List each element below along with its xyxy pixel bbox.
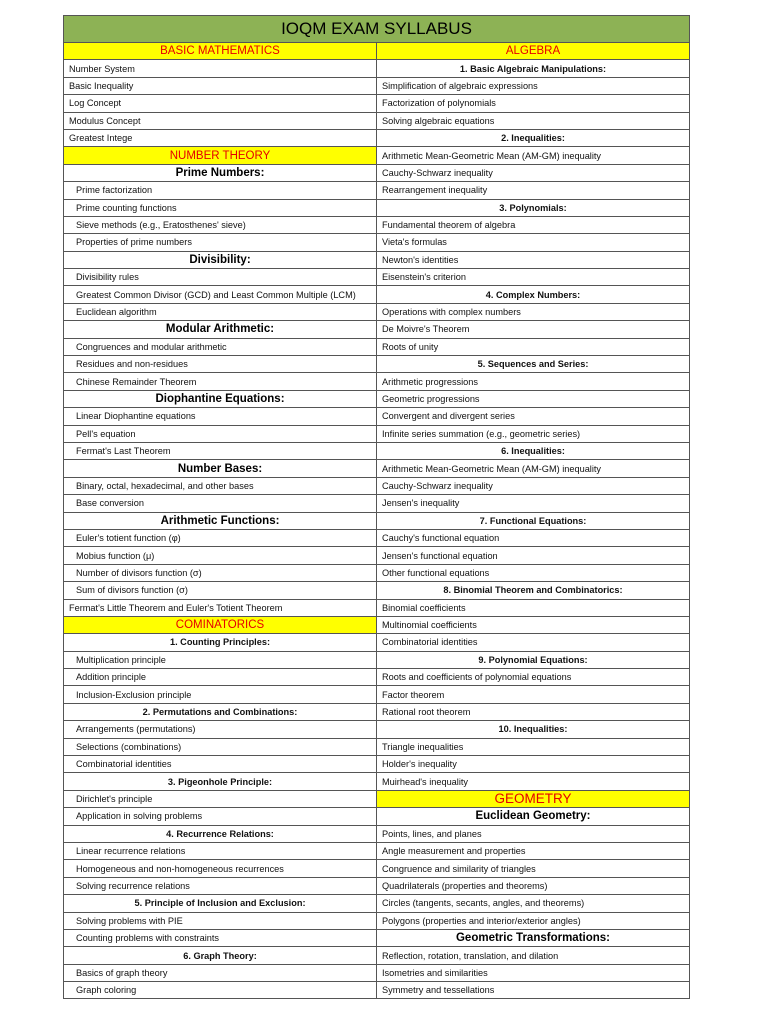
syllabus-item: Isometries and similarities	[377, 964, 690, 981]
section-header: ALGEBRA	[377, 43, 690, 60]
numbered-topic: 5. Principle of Inclusion and Exclusion:	[64, 895, 377, 912]
numbered-topic: 9. Polynomial Equations:	[377, 651, 690, 668]
syllabus-item: Muirhead's inequality	[377, 773, 690, 790]
table-row	[64, 651, 690, 668]
topic-heading: Divisibility:	[64, 251, 377, 268]
syllabus-item: Symmetry and tessellations	[377, 982, 690, 999]
table-row	[64, 338, 690, 355]
syllabus-item: Dirichlet's principle	[64, 790, 377, 807]
table-row	[64, 425, 690, 442]
syllabus-item: Binomial coefficients	[377, 599, 690, 616]
syllabus-item: Homogeneous and non-homogeneous recurrences	[64, 860, 377, 877]
table-row	[64, 164, 690, 181]
table-row	[64, 356, 690, 373]
topic-heading: Modular Arithmetic:	[64, 321, 377, 338]
syllabus-item: Geometric progressions	[377, 390, 690, 407]
table-row	[64, 460, 690, 477]
table-row	[64, 321, 690, 338]
syllabus-item: Prime counting functions	[64, 199, 377, 216]
syllabus-item: Cauchy-Schwarz inequality	[377, 164, 690, 181]
syllabus-item: Linear recurrence relations	[64, 842, 377, 859]
table-row	[64, 95, 690, 112]
table-row	[64, 547, 690, 564]
table-row	[64, 599, 690, 616]
syllabus-item: Counting problems with constraints	[64, 929, 377, 946]
numbered-topic: 5. Sequences and Series:	[377, 356, 690, 373]
table-row	[64, 512, 690, 529]
table-row	[64, 182, 690, 199]
syllabus-item: Basic Inequality	[64, 77, 377, 94]
table-row	[64, 251, 690, 268]
numbered-topic: 2. Inequalities:	[377, 129, 690, 146]
numbered-topic: 4. Complex Numbers:	[377, 286, 690, 303]
syllabus-item: Euclidean algorithm	[64, 303, 377, 320]
syllabus-item: De Moivre's Theorem	[377, 321, 690, 338]
table-row	[64, 669, 690, 686]
syllabus-item: Modulus Concept	[64, 112, 377, 129]
table-row	[64, 982, 690, 999]
table-row	[64, 216, 690, 233]
table-row	[64, 234, 690, 251]
numbered-topic: 6. Inequalities:	[377, 442, 690, 459]
syllabus-item: Selections (combinations)	[64, 738, 377, 755]
numbered-topic: 7. Functional Equations:	[377, 512, 690, 529]
syllabus-item: Triangle inequalities	[377, 738, 690, 755]
syllabus-item: Vieta's formulas	[377, 234, 690, 251]
syllabus-item: Arithmetic Mean-Geometric Mean (AM-GM) inequality	[377, 460, 690, 477]
syllabus-item: Multinomial coefficients	[377, 616, 690, 633]
syllabus-item: Points, lines, and planes	[377, 825, 690, 842]
numbered-topic: 3. Polynomials:	[377, 199, 690, 216]
syllabus-item: Arithmetic Mean-Geometric Mean (AM-GM) inequality	[377, 147, 690, 164]
section-header: GEOMETRY	[377, 790, 690, 807]
syllabus-item: Basics of graph theory	[64, 964, 377, 981]
syllabus-item: Graph coloring	[64, 982, 377, 999]
topic-heading: Number Bases:	[64, 460, 377, 477]
section-header: COMINATORICS	[64, 616, 377, 633]
table-row	[64, 529, 690, 546]
table-row	[64, 129, 690, 146]
syllabus-item: Factorization of polynomials	[377, 95, 690, 112]
syllabus-item: Convergent and divergent series	[377, 408, 690, 425]
syllabus-item: Euler's totient function (φ)	[64, 529, 377, 546]
table-row	[64, 582, 690, 599]
syllabus-item: Polygons (properties and interior/exterior angles)	[377, 912, 690, 929]
syllabus-table	[63, 15, 690, 999]
table-row	[64, 947, 690, 964]
syllabus-item: Divisibility rules	[64, 269, 377, 286]
syllabus-item: Holder's inequality	[377, 756, 690, 773]
syllabus-item: Binary, octal, hexadecimal, and other bases	[64, 477, 377, 494]
syllabus-item: Reflection, rotation, translation, and dilation	[377, 947, 690, 964]
syllabus-item: Infinite series summation (e.g., geometric series)	[377, 425, 690, 442]
table-row	[64, 616, 690, 633]
table-row	[64, 390, 690, 407]
table-row	[64, 147, 690, 164]
syllabus-item: Quadrilaterals (properties and theorems)	[377, 877, 690, 894]
table-row	[64, 477, 690, 494]
syllabus-item: Arithmetic progressions	[377, 373, 690, 390]
syllabus-item: Factor theorem	[377, 686, 690, 703]
syllabus-item: Solving recurrence relations	[64, 877, 377, 894]
table-row	[64, 756, 690, 773]
numbered-topic: 2. Permutations and Combinations:	[64, 703, 377, 720]
topic-heading: Arithmetic Functions:	[64, 512, 377, 529]
syllabus-item: Mobius function (μ)	[64, 547, 377, 564]
table-row	[64, 808, 690, 825]
table-row	[64, 442, 690, 459]
syllabus-item: Congruences and modular arithmetic	[64, 338, 377, 355]
syllabus-item: Base conversion	[64, 495, 377, 512]
syllabus-item: Greatest Intege	[64, 129, 377, 146]
syllabus-item: Greatest Common Divisor (GCD) and Least Common Multiple (LCM)	[64, 286, 377, 303]
syllabus-item: Fundamental theorem of algebra	[377, 216, 690, 233]
topic-heading: Prime Numbers:	[64, 164, 377, 181]
topic-heading: Euclidean Geometry:	[377, 808, 690, 825]
table-row	[64, 964, 690, 981]
syllabus-item: Roots and coefficients of polynomial equations	[377, 669, 690, 686]
numbered-topic: 4. Recurrence Relations:	[64, 825, 377, 842]
numbered-topic: 8. Binomial Theorem and Combinatorics:	[377, 582, 690, 599]
table-row	[64, 895, 690, 912]
table-row	[64, 60, 690, 77]
numbered-topic: 10. Inequalities:	[377, 721, 690, 738]
syllabus-item: Jensen's inequality	[377, 495, 690, 512]
table-row	[64, 860, 690, 877]
syllabus-item: Jensen's functional equation	[377, 547, 690, 564]
table-row	[64, 703, 690, 720]
syllabus-item: Linear Diophantine equations	[64, 408, 377, 425]
syllabus-item: Chinese Remainder Theorem	[64, 373, 377, 390]
syllabus-item: Cauchy-Schwarz inequality	[377, 477, 690, 494]
syllabus-item: Other functional equations	[377, 564, 690, 581]
table-row	[64, 495, 690, 512]
numbered-topic: 6. Graph Theory:	[64, 947, 377, 964]
syllabus-item: Number System	[64, 60, 377, 77]
syllabus-item: Pell's equation	[64, 425, 377, 442]
syllabus-item: Fermat's Little Theorem and Euler's Totient Theorem	[64, 599, 377, 616]
syllabus-item: Application in solving problems	[64, 808, 377, 825]
table-row	[64, 286, 690, 303]
table-row	[64, 269, 690, 286]
table-row	[64, 634, 690, 651]
table-row	[64, 912, 690, 929]
syllabus-item: Multiplication principle	[64, 651, 377, 668]
topic-heading: Diophantine Equations:	[64, 390, 377, 407]
section-header: BASIC MATHEMATICS	[64, 43, 377, 60]
table-row	[64, 721, 690, 738]
syllabus-item: Inclusion-Exclusion principle	[64, 686, 377, 703]
table-row	[64, 877, 690, 894]
syllabus-item: Eisenstein's criterion	[377, 269, 690, 286]
table-row	[64, 408, 690, 425]
syllabus-item: Solving problems with PIE	[64, 912, 377, 929]
syllabus-item: Solving algebraic equations	[377, 112, 690, 129]
syllabus-item: Combinatorial identities	[64, 756, 377, 773]
syllabus-item: Simplification of algebraic expressions	[377, 77, 690, 94]
syllabus-item: Combinatorial identities	[377, 634, 690, 651]
table-row	[64, 112, 690, 129]
table-row	[64, 373, 690, 390]
syllabus-item: Operations with complex numbers	[377, 303, 690, 320]
table-row	[64, 199, 690, 216]
table-row	[64, 773, 690, 790]
table-row	[64, 564, 690, 581]
syllabus-item: Rational root theorem	[377, 703, 690, 720]
syllabus-item: Prime factorization	[64, 182, 377, 199]
numbered-topic: 3. Pigeonhole Principle:	[64, 773, 377, 790]
table-row	[64, 43, 690, 60]
topic-heading: Geometric Transformations:	[377, 929, 690, 946]
table-row	[64, 929, 690, 946]
title-row	[64, 16, 690, 43]
numbered-topic: 1. Counting Principles:	[64, 634, 377, 651]
table-row	[64, 686, 690, 703]
syllabus-item: Congruence and similarity of triangles	[377, 860, 690, 877]
table-row	[64, 842, 690, 859]
syllabus-item: Sum of divisors function (σ)	[64, 582, 377, 599]
syllabus-item: Circles (tangents, secants, angles, and theorems)	[377, 895, 690, 912]
syllabus-item: Properties of prime numbers	[64, 234, 377, 251]
numbered-topic: 1. Basic Algebraic Manipulations:	[377, 60, 690, 77]
syllabus-item: Residues and non-residues	[64, 356, 377, 373]
section-header: NUMBER THEORY	[64, 147, 377, 164]
syllabus-item: Arrangements (permutations)	[64, 721, 377, 738]
syllabus-item: Number of divisors function (σ)	[64, 564, 377, 581]
syllabus-item: Sieve methods (e.g., Eratosthenes' sieve)	[64, 216, 377, 233]
syllabus-item: Roots of unity	[377, 338, 690, 355]
table-row	[64, 77, 690, 94]
syllabus-item: Newton's identities	[377, 251, 690, 268]
syllabus-item: Addition principle	[64, 669, 377, 686]
table-row	[64, 825, 690, 842]
page-title: IOQM EXAM SYLLABUS	[64, 16, 690, 43]
table-row	[64, 790, 690, 807]
syllabus-item: Cauchy's functional equation	[377, 529, 690, 546]
table-row	[64, 303, 690, 320]
syllabus-item: Fermat's Last Theorem	[64, 442, 377, 459]
syllabus-item: Angle measurement and properties	[377, 842, 690, 859]
syllabus-item: Rearrangement inequality	[377, 182, 690, 199]
table-row	[64, 738, 690, 755]
syllabus-item: Log Concept	[64, 95, 377, 112]
